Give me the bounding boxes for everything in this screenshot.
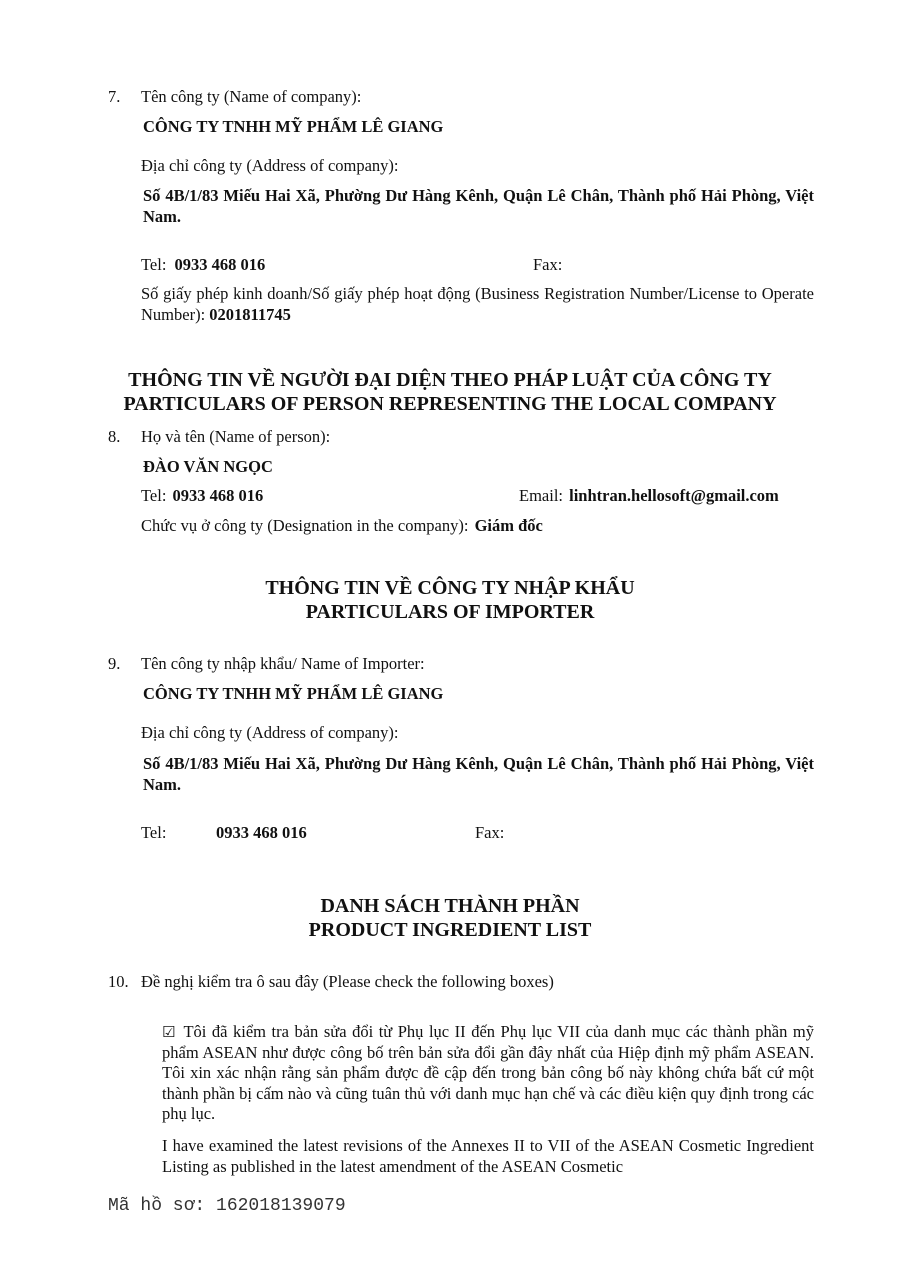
declaration-vn — [162, 1022, 814, 1125]
importer-tel-label: Tel: — [141, 823, 167, 842]
importer-fax-label: Fax: — [475, 823, 505, 842]
section-7-number: 7. — [108, 87, 121, 106]
person-name-label: Họ và tên (Name of person): — [141, 427, 331, 446]
importer-address-value: Số 4B/1/83 Miếu Hai Xã, Phường Dư Hàng Kênh, Quận Lê Chân, Thành phố Hải Phòng, Việt Nam. — [143, 754, 814, 794]
license-value: 0201811745 — [209, 304, 291, 324]
declaration-vn-text: Tôi đã kiểm tra bản sửa đổi từ Phụ lục II đến Phụ lục VII của danh mục các thành phần mỹ phẩm ASEAN như được công bố trên bản sửa đổi gần đây nhất của Hiệp định mỹ phẩm ASEAN. Tôi xin xác nhận rằng sản phẩm được đề cập đến trong bản công bố này không chứa bất cứ một thành phần bị cấm nào và cũng tuân thủ với danh mục hạn chế và các điều kiện quy định trong các phụ lục. — [162, 1022, 814, 1123]
section-8-number: 8. — [108, 427, 121, 446]
heading-representative-vn: THÔNG TIN VỀ NGƯỜI ĐẠI DIỆN THEO PHÁP LUẬT CỦA CÔNG TY — [128, 369, 772, 391]
importer-address-label: Địa chỉ công ty (Address of company): — [141, 723, 399, 742]
heading-ingredients-vn: DANH SÁCH THÀNH PHẦN — [320, 895, 580, 917]
tel-label: Tel: — [141, 255, 167, 274]
person-tel-row — [141, 486, 263, 506]
heading-importer-en: PARTICULARS OF IMPORTER — [305, 601, 595, 623]
person-name-value: ĐÀO VĂN NGỌC — [143, 457, 273, 476]
email-value: linhtran.hellosoft@gmail.com — [569, 486, 779, 505]
person-email-row — [519, 486, 779, 506]
designation-value: Giám đốc — [474, 516, 543, 535]
tel-value: 0933 468 016 — [172, 486, 264, 505]
heading-importer-vn: THÔNG TIN VỀ CÔNG TY NHẬP KHẨU — [265, 577, 635, 599]
company-name-label: Tên công ty (Name of company): — [141, 87, 362, 106]
tel-value: 0933 468 016 — [174, 255, 266, 274]
company-tel-row — [141, 255, 265, 275]
importer-tel-value: 0933 468 016 — [216, 823, 307, 842]
heading-ingredients-en: PRODUCT INGREDIENT LIST — [308, 919, 592, 941]
checkbox-checked-icon[interactable]: ☑ — [162, 1023, 176, 1041]
email-label: Email: — [519, 486, 563, 505]
license-label: Số giấy phép kinh doanh/Số giấy phép hoạt động (Business Registration Number/License to Operate Number): — [141, 284, 814, 324]
designation-label: Chức vụ ở công ty (Designation in the company): — [141, 516, 469, 535]
company-address-value: Số 4B/1/83 Miếu Hai Xã, Phường Dư Hàng Kênh, Quận Lê Chân, Thành phố Hải Phòng, Việt Nam. — [143, 186, 814, 226]
heading-representative-en: PARTICULARS OF PERSON REPRESENTING THE LOCAL COMPANY — [123, 393, 777, 415]
company-fax-label: Fax: — [533, 255, 563, 274]
importer-name-label: Tên công ty nhập khẩu/ Name of Importer: — [141, 654, 425, 673]
company-name-value: CÔNG TY TNHH MỸ PHẨM LÊ GIANG — [143, 117, 444, 136]
section-9-number: 9. — [108, 654, 121, 673]
company-address-label: Địa chỉ công ty (Address of company): — [141, 156, 399, 175]
record-id: Mã hồ sơ: 162018139079 — [108, 1196, 346, 1216]
tel-label: Tel: — [141, 486, 167, 505]
check-instruction: Đề nghị kiểm tra ô sau đây (Please check the following boxes) — [141, 972, 554, 991]
declaration-en: I have examined the latest revisions of the Annexes II to VII of the ASEAN Cosmetic Ingredient Listing as published in the latest amendment of the ASEAN Cosmetic — [162, 1136, 814, 1176]
importer-name-value: CÔNG TY TNHH MỸ PHẨM LÊ GIANG — [143, 684, 444, 703]
license-row — [141, 284, 814, 325]
section-10-number: 10. — [108, 972, 129, 991]
designation-row — [141, 516, 543, 536]
